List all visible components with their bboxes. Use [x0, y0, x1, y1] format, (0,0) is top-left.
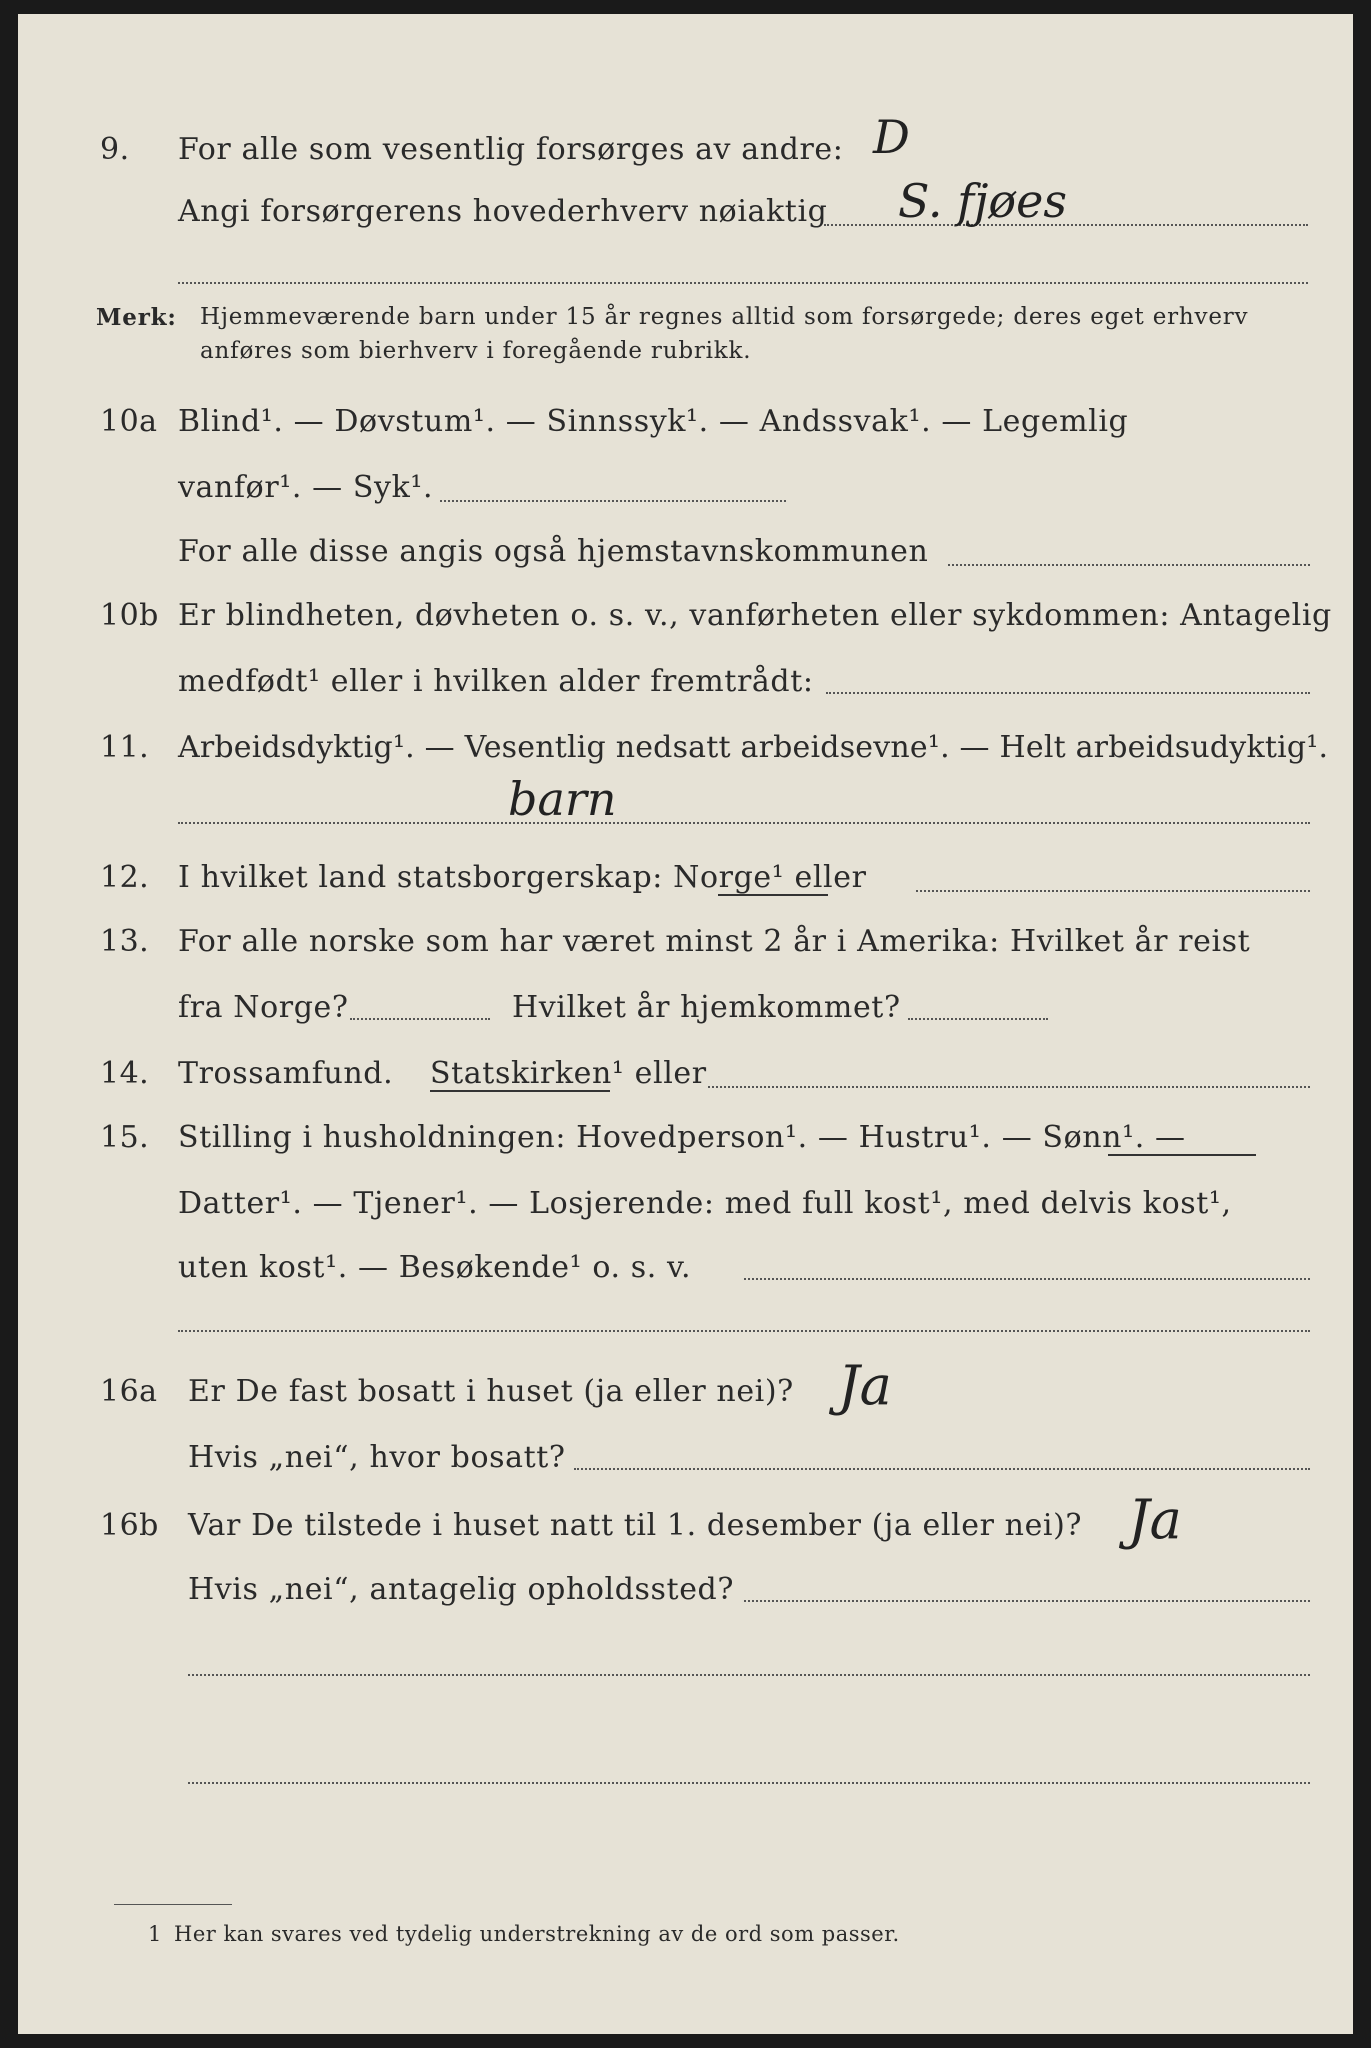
q16a-handwriting: Ja	[838, 1354, 892, 1417]
q16a-answer-line	[574, 1468, 1310, 1470]
q15-answer-line	[744, 1278, 1310, 1280]
merk-label: Merk:	[96, 304, 177, 331]
footnote-rule	[114, 1904, 232, 1905]
census-form-page	[18, 14, 1353, 2034]
q10a-line1: Blind¹. — Døvstum¹. — Sinnssyk¹. — Andssvak¹. — Legemlig	[178, 404, 1129, 439]
footnote-mark: 1	[148, 1922, 162, 1946]
q9-line1: For alle som vesentlig forsørges av andre:	[178, 132, 844, 167]
q12-line1: I hvilket land statsborgerskap: Norge¹ eller	[178, 860, 867, 895]
q13-hjemkommet-line	[908, 1018, 1048, 1020]
q12-norge-underline	[718, 894, 828, 896]
q13-line1: For alle norske som har været minst 2 år i Amerika: Hvilket år reist	[178, 924, 1251, 959]
q16b-line2: Hvis „nei“, antagelig opholdssted?	[188, 1572, 735, 1607]
q13-reist-line	[350, 1018, 490, 1020]
q14-line1b: Statskirken¹ eller	[430, 1056, 707, 1091]
q10b-answer-line	[826, 692, 1310, 694]
q15-line1: Stilling i husholdningen: Hovedperson¹. — Hustru¹. — Sønn¹. —	[178, 1120, 1186, 1155]
q10b-number: 10b	[100, 598, 159, 633]
extra-line-2	[188, 1782, 1310, 1784]
q15-line3: uten kost¹. — Besøkende¹ o. s. v.	[178, 1250, 692, 1285]
q9-number: 9.	[100, 132, 130, 167]
q16b-number: 16b	[100, 1508, 159, 1543]
q16b-handwriting: Ja	[1128, 1488, 1182, 1551]
q11-line1: Arbeidsdyktig¹. — Vesentlig nedsatt arbeidsevne¹. — Helt arbeidsudyktig¹.	[178, 730, 1329, 765]
q11-handwriting: barn	[508, 772, 617, 826]
q16a-line2: Hvis „nei“, hvor bosatt?	[188, 1440, 566, 1475]
q12-answer-line	[916, 890, 1310, 892]
q15-sonn-underline	[1108, 1154, 1256, 1156]
q10a-number: 10a	[100, 404, 158, 439]
q13-line2a: fra Norge?	[178, 990, 349, 1025]
q9-extra-line	[178, 282, 1308, 284]
q11-answer-line	[178, 822, 1310, 824]
q13-number: 13.	[100, 924, 150, 959]
q10a-line3: For alle disse angis også hjemstavnskommunen	[178, 534, 929, 569]
extra-line-1	[188, 1674, 1310, 1676]
q10a-line2: vanfør¹. — Syk¹.	[178, 470, 434, 505]
q9-handwriting-2: S. fjøes	[898, 174, 1067, 228]
q16a-line1: Er De fast bosatt i huset (ja eller nei)?	[188, 1374, 794, 1409]
merk-line2: anføres som bierhverv i foregående rubrikk.	[200, 338, 752, 364]
q14-line1a: Trossamfund.	[178, 1056, 394, 1091]
q16b-answer-line	[744, 1600, 1310, 1602]
merk-line1: Hjemmeværende barn under 15 år regnes alltid som forsørgede; deres eget erhverv	[200, 304, 1249, 330]
q15-line2: Datter¹. — Tjener¹. — Losjerende: med full kost¹, med delvis kost¹,	[178, 1186, 1232, 1221]
footnote-text: Her kan svares ved tydelig understrekning av de ord som passer.	[174, 1922, 900, 1946]
q10b-line1: Er blindheten, døvheten o. s. v., vanførheten eller sykdommen: Antagelig	[178, 598, 1332, 633]
q10a-answer-line	[440, 500, 786, 502]
q15-extra-line	[178, 1330, 1310, 1332]
q9-line2: Angi forsørgerens hovederhverv nøiaktig	[178, 194, 828, 229]
q14-number: 14.	[100, 1056, 150, 1091]
q15-number: 15.	[100, 1120, 150, 1155]
q13-line2b: Hvilket år hjemkommet?	[512, 990, 901, 1025]
q9-handwriting-1: D	[873, 110, 910, 164]
q14-statskirken-underline	[430, 1090, 610, 1092]
q10a-kommune-line	[948, 564, 1310, 566]
q11-number: 11.	[100, 730, 150, 765]
q16b-line1: Var De tilstede i huset natt til 1. desember (ja eller nei)?	[188, 1508, 1083, 1543]
q12-number: 12.	[100, 860, 150, 895]
q16a-number: 16a	[100, 1374, 158, 1409]
q10b-line2: medfødt¹ eller i hvilken alder fremtrådt:	[178, 664, 814, 699]
q14-answer-line	[708, 1086, 1310, 1088]
